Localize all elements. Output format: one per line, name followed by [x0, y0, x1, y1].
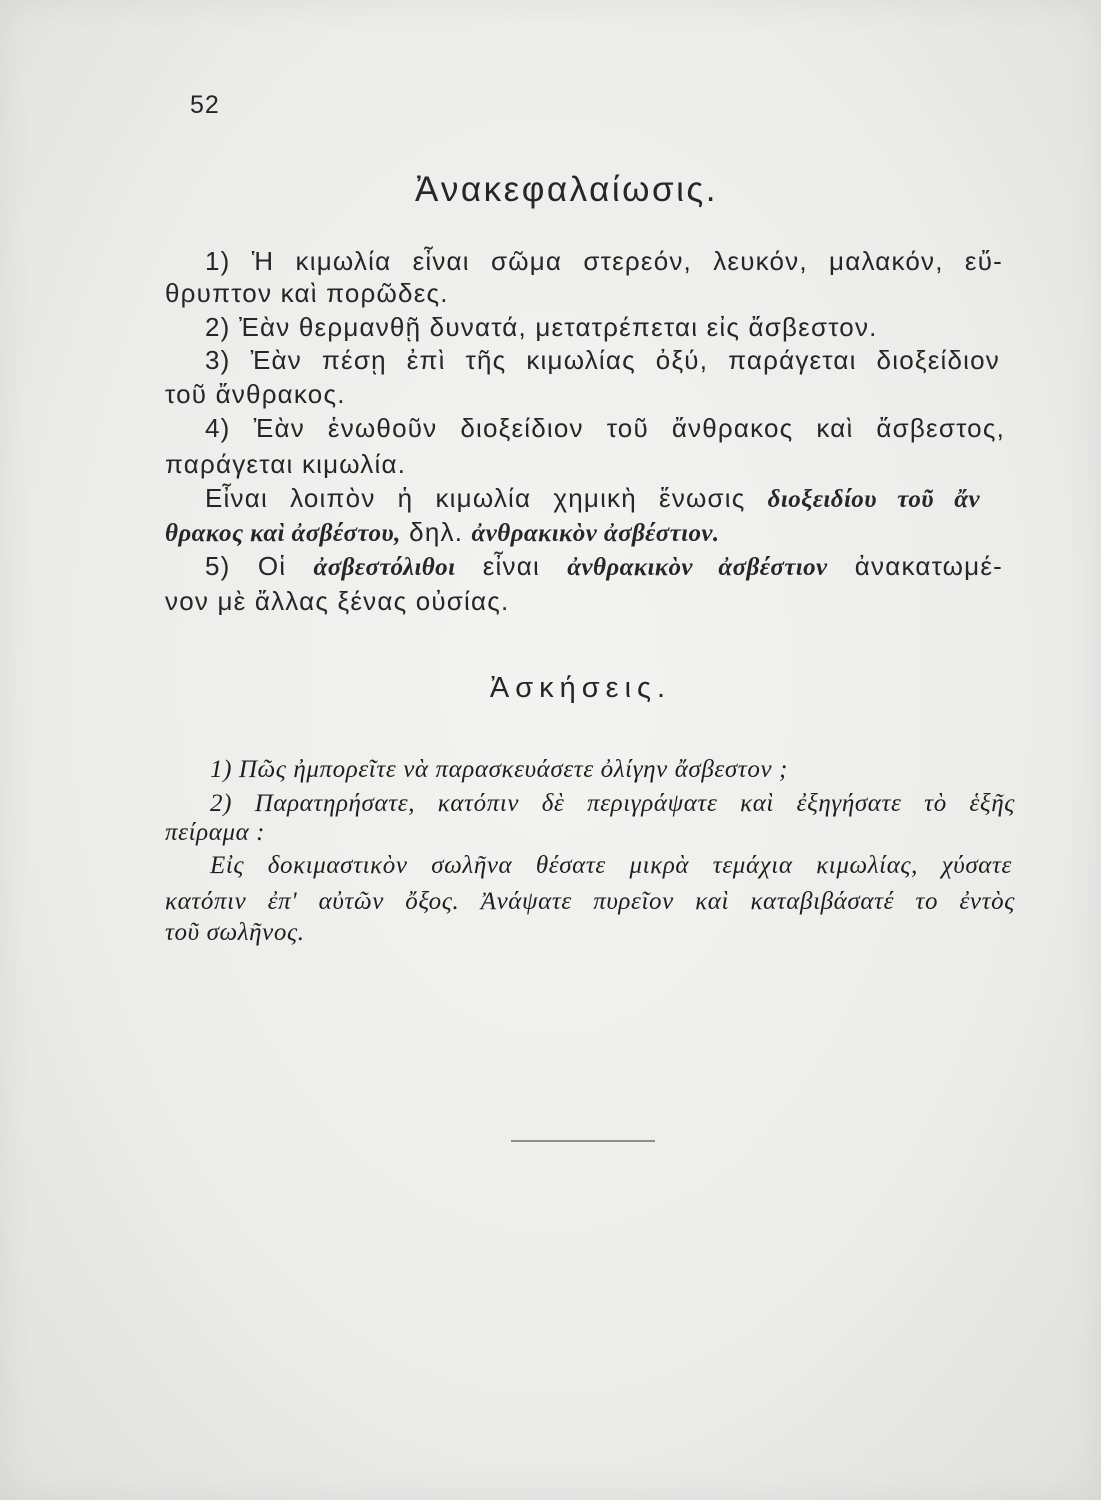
conclusion-emphasis: θρακος καὶ ἀσβέστου,	[165, 520, 401, 547]
summary-item-2-line-1: 2) Ἐὰν θερμανθῇ δυνατά, μετατρέπεται εἰς ἄσβεστον.	[205, 312, 878, 342]
summary-item-4-line-2: παράγεται κιμωλία.	[165, 449, 407, 479]
summary-item-1-line-2: θρυπτον καὶ πορῶδες.	[165, 278, 449, 308]
section-end-rule	[511, 1140, 655, 1142]
conclusion-emphasis: διοξειδίου τοῦ ἄν	[767, 486, 980, 513]
conclusion-emphasis: ἀνθρακικὸν ἀσβέστιον.	[471, 520, 720, 547]
summary-item-1-line-1: 1) Ἡ κιμωλία εἶναι σῶμα στερεόν, λευκόν, μαλακόν, εὔ-	[205, 246, 1003, 276]
item-5-text: ἀνακατωμέ-	[827, 551, 1004, 581]
summary-item-3-line-1: 3) Ἐὰν πέσῃ ἐπὶ τῆς κιμωλίας ὀξύ, παράγεται διοξείδιον	[205, 345, 1000, 375]
exercise-2-line-1: 2) Παρατηρήσατε, κατόπιν δὲ περιγράψατε καὶ ἐξηγήσατε τὸ ἑξῆς	[210, 790, 1015, 817]
item-5-emphasis: ἀσβεστόλιθοι	[313, 554, 456, 581]
summary-item-3-line-2: τοῦ ἄνθρακος.	[165, 379, 346, 409]
conclusion-text: δηλ.	[400, 517, 472, 547]
item-5-text: εἶναι	[455, 551, 568, 581]
summary-item-4-line-1: 4) Ἐὰν ἑνωθοῦν διοξείδιον τοῦ ἄνθρακος καὶ ἄσβεστος,	[205, 413, 1005, 443]
experiment-line-3: τοῦ σωλῆνος.	[165, 919, 305, 946]
conclusion-text: Εἶναι λοιπὸν ἡ κιμωλία χημικὴ ἕνωσις	[205, 483, 768, 513]
exercises-heading: Ἀσκήσεις.	[489, 672, 672, 704]
summary-item-5-line-1	[205, 549, 1003, 583]
summary-conclusion-line-1	[205, 481, 980, 515]
item-5-emphasis: ἀνθρακικὸν ἀσβέστιον	[567, 554, 828, 581]
item-5-text: 5) Οἱ	[205, 551, 314, 581]
summary-heading: Ἀνακεφαλαίωσις.	[415, 170, 718, 209]
experiment-line-2: κατόπιν ἐπ' αὐτῶν ὄξος. Ἀνάψατε πυρεῖον καὶ καταβιβάσατέ το ἐντὸς	[165, 888, 1015, 915]
exercise-1-line-1: 1) Πῶς ἠμπορεῖτε νὰ παρασκευάσετε ὀλίγην ἄσβεστον ;	[210, 756, 788, 783]
summary-item-5-line-2: νον μὲ ἄλλας ξένας οὐσίας.	[165, 586, 510, 616]
summary-conclusion-line-2	[165, 515, 1005, 549]
exercise-2-line-2: πείραμα :	[165, 819, 266, 846]
page-number: 52	[190, 91, 220, 119]
experiment-line-1: Εἰς δοκιμαστικὸν σωλῆνα θέσατε μικρὰ τεμάχια κιμωλίας, χύσατε	[210, 852, 1012, 879]
